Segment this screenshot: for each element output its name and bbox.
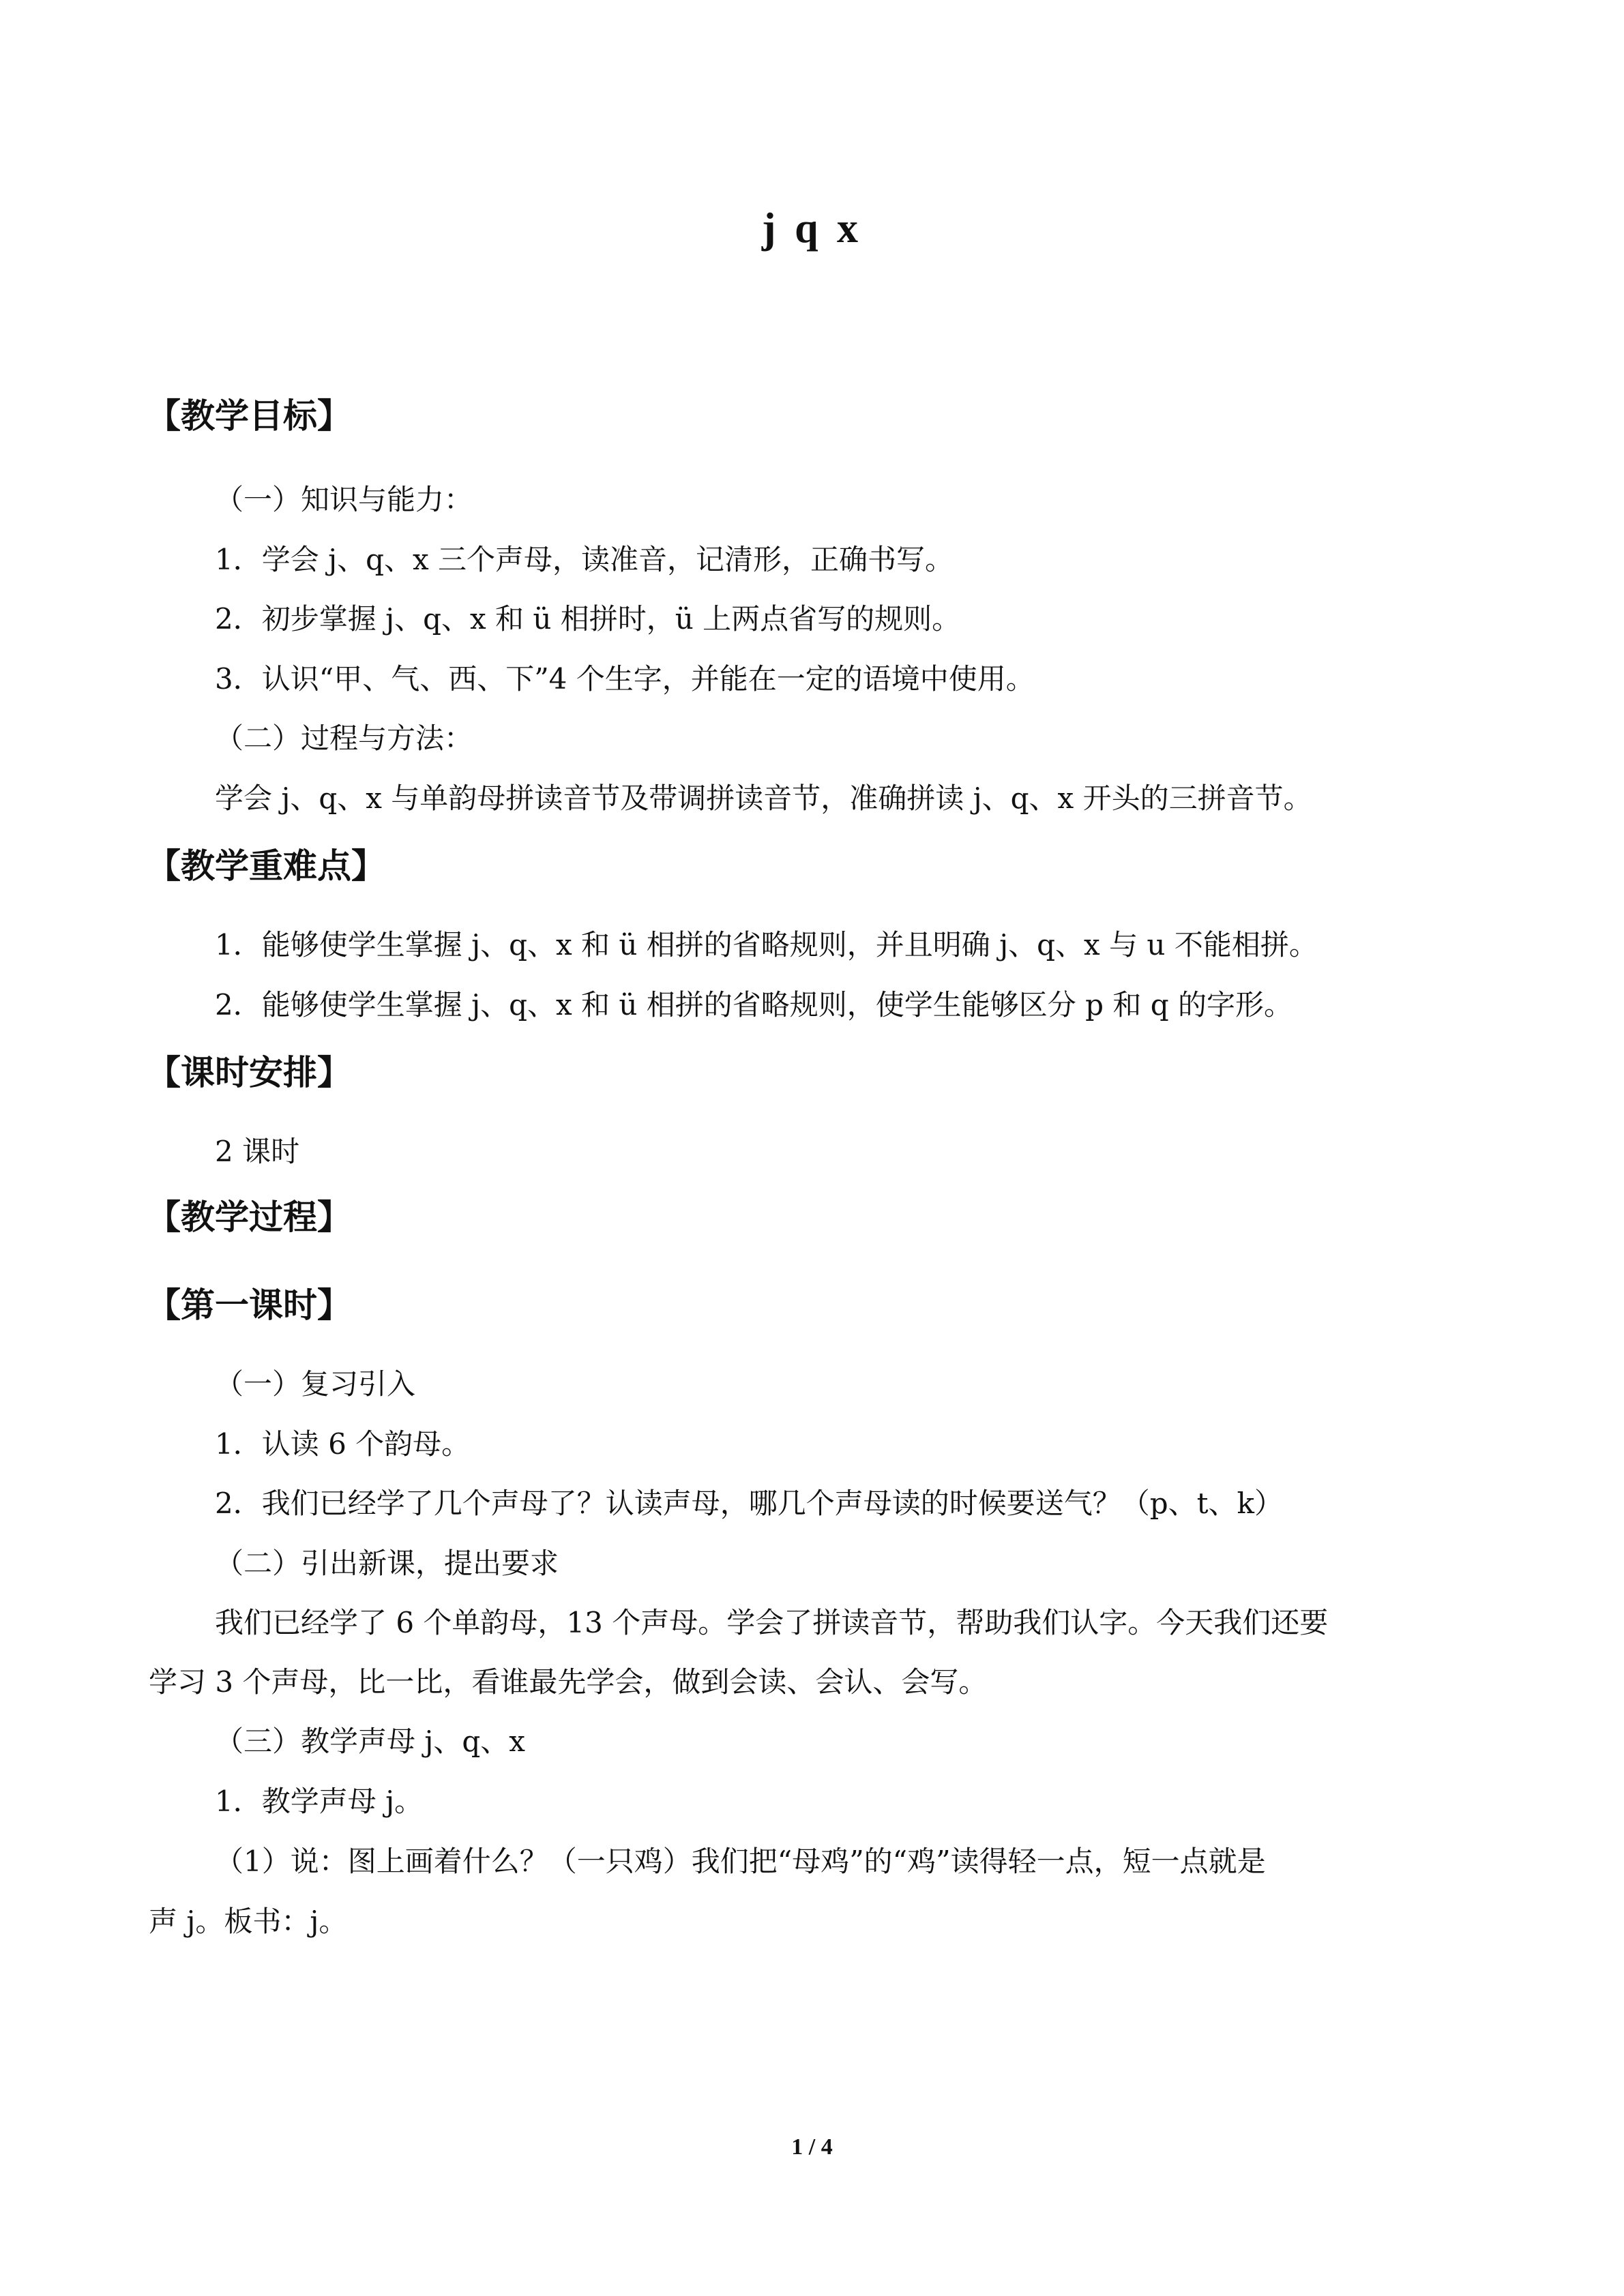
lesson-line: 声 j。板书：j。 (149, 1905, 348, 1938)
page-title: j q x (761, 205, 863, 252)
lesson-line: （1）说：图上画着什么？（一只鸡）我们把“母鸡”的“鸡”读得轻一点，短一点就是 (215, 1845, 1266, 1878)
page-number: 1 / 4 (791, 2134, 833, 2160)
goal-line: 学会 j、q、x 与单韵母拼读音节及带调拼读音节，准确拼读 j、q、x 开头的三拼音节。 (215, 781, 1312, 815)
lesson-line: 1．教学声母 j。 (215, 1785, 424, 1818)
goal-line: 2．初步掌握 j、q、x 和 ü 相拼时，ü 上两点省写的规则。 (215, 602, 961, 636)
heading-teaching-goals: 【教学目标】 (147, 396, 351, 436)
lesson-line: （一）复习引入 (215, 1367, 416, 1401)
lesson-line: 2．我们已经学了几个声母了？认读声母，哪几个声母读的时候要送气？（p、t、k） (215, 1487, 1283, 1520)
goal-line: （二）过程与方法： (215, 721, 473, 755)
goal-line: （一）知识与能力： (215, 483, 473, 516)
lesson-line: 我们已经学了 6 个单韵母，13 个声母。学会了拼读音节，帮助我们认字。今天我们还要 (215, 1606, 1329, 1639)
difficulty-line: 2．能够使学生掌握 j、q、x 和 ü 相拼的省略规则，使学生能够区分 p 和 q 的字形。 (215, 988, 1293, 1022)
goal-line: 1．学会 j、q、x 三个声母，读准音，记清形，正确书写。 (215, 543, 954, 576)
heading-teaching-process: 【教学过程】 (147, 1197, 351, 1237)
lesson-line: （二）引出新课，提出要求 (215, 1547, 559, 1580)
heading-lesson-one: 【第一课时】 (147, 1285, 351, 1325)
heading-key-difficulties: 【教学重难点】 (147, 846, 385, 886)
lesson-line: 学习 3 个声母，比一比，看谁最先学会，做到会读、会认、会写。 (149, 1665, 988, 1699)
lesson-line: 1．认读 6 个韵母。 (215, 1427, 471, 1461)
heading-schedule: 【课时安排】 (147, 1053, 351, 1092)
goal-line: 3．认识“甲、气、西、下”4 个生字，并能在一定的语境中使用。 (215, 662, 1035, 696)
difficulty-line: 1．能够使学生掌握 j、q、x 和 ü 相拼的省略规则，并且明确 j、q、x 与 u 不能相拼。 (215, 928, 1318, 961)
lesson-line: （三）教学声母 j、q、x (215, 1725, 525, 1758)
schedule-text: 2 课时 (215, 1135, 300, 1168)
